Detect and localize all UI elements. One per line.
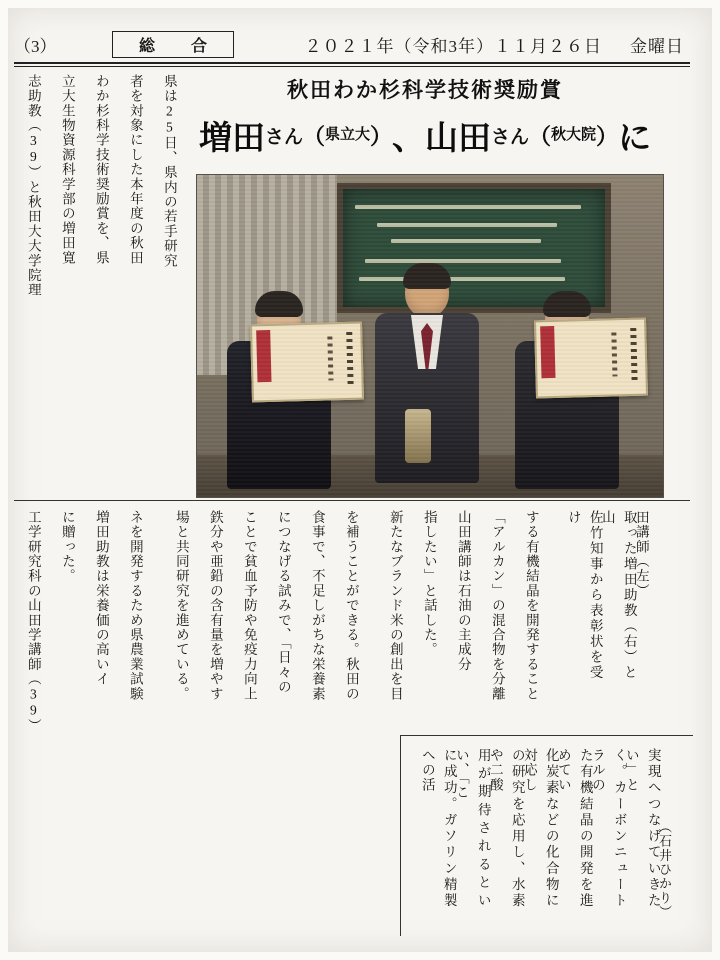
paren-close-2: ） — [596, 124, 619, 149]
body-column: た有機結晶の開発を進めてい — [555, 748, 593, 908]
paren-open-1: （ — [302, 124, 325, 149]
certificate-text — [346, 332, 353, 386]
body-column: 県は25日、県内の若手研究 — [161, 74, 177, 269]
person-head — [405, 267, 449, 317]
headline-name-1: 増田 — [198, 121, 265, 157]
affiliation-text-2: 秋大院 — [551, 126, 597, 143]
headline-affiliation-1 — [303, 120, 392, 151]
body-column: 山田講師は石油の主成分 — [455, 510, 471, 672]
body-column: わか杉科学技術奨励賞を、県 — [93, 74, 109, 266]
header-rule — [14, 62, 690, 64]
body-column: を補うことができる。秋田の — [343, 510, 359, 702]
body-column: に成功。ガソリン精製への活 — [419, 748, 457, 908]
certificate-text — [611, 332, 617, 376]
headline-block — [190, 74, 660, 159]
certificate-text — [630, 328, 637, 382]
body-column: 新たなブランド米の創出を目 — [387, 510, 403, 702]
body-column: 増田助教は栄養価の高いイ — [93, 510, 109, 687]
headline-name-2: 、山田 — [392, 121, 491, 157]
body-column: く。カーボンニュートラルの — [589, 748, 627, 908]
photo-caption-line: 取った増田助教（右）と山 — [599, 510, 637, 680]
body-column: 指したい」と話した。 — [421, 510, 437, 657]
page-number: （3） — [14, 36, 57, 56]
certificate-right — [534, 318, 648, 399]
headline-honorific-1: さん — [264, 127, 303, 148]
body-column: に贈った。 — [59, 510, 75, 584]
body-column: につなげる試みで、「日々の — [275, 510, 291, 695]
certificate-seal — [256, 330, 271, 382]
screen-text-line — [391, 239, 541, 243]
body-column: 鉄分や亜鉛の含有量を増やす — [207, 510, 223, 702]
person-hair — [543, 291, 591, 317]
person-hair — [255, 291, 303, 317]
headline-main — [190, 112, 660, 159]
article-byline: （石井ひかり） — [657, 820, 673, 920]
paren-open-2: （ — [529, 124, 552, 149]
section-label: 総 合 — [112, 31, 234, 58]
date-text: ２０２１年（令和3年）１１月２６日 — [304, 36, 602, 56]
headline-affiliation-2 — [529, 120, 618, 151]
person-hair — [403, 263, 451, 289]
screen-text-line — [377, 223, 557, 227]
news-photo — [196, 174, 664, 498]
body-column: 「アルカン」の混合物を分離 — [489, 510, 505, 702]
header-rule-secondary — [14, 66, 690, 67]
screen-text-line — [365, 259, 561, 263]
body-column: 者を対象にした本年度の秋田 — [127, 74, 143, 266]
dateline — [305, 32, 691, 57]
body-column: 食事で、不足しがちな栄養素 — [309, 510, 325, 702]
body-column: 志助教（39）と秋田大大学院理 — [25, 74, 41, 298]
section-divider-rule — [14, 500, 690, 501]
body-column: ことで貧血予防や免疫力向上 — [241, 510, 257, 702]
photo-caption-line: 佐竹知事から表彰状を受け — [565, 510, 603, 680]
body-column: ネを開発するため県農業試験 — [127, 510, 143, 702]
headline-tail: に — [618, 121, 652, 157]
body-column: 化炭素などの化合物に対応し — [521, 748, 559, 908]
photo-table-clock — [405, 409, 431, 463]
body-column: 場と共同研究を進めている。 — [173, 510, 189, 702]
certificate-left — [250, 322, 364, 403]
certificate-text — [327, 336, 333, 380]
body-column: 工学研究科の山田学講師（39） — [25, 510, 41, 734]
affiliation-text-1: 県立大 — [324, 126, 370, 143]
body-column: する有機結晶を開発すること — [523, 510, 539, 702]
certificate-seal — [540, 326, 555, 378]
screen-text-line — [355, 205, 581, 209]
headline-kicker: 秋田わか杉科学技術奨励賞 — [287, 78, 563, 102]
body-column: の研究を応用し、水素や二酸 — [487, 748, 525, 908]
body-column: 立大生物資源科学部の増田寛 — [59, 74, 75, 266]
masthead — [14, 28, 690, 60]
weekday-text: 金曜日 — [630, 36, 684, 56]
paren-close-1: ） — [369, 124, 392, 149]
body-column: 用が期待されるといい、「こ — [453, 748, 491, 908]
body-column: 実現へつなげていきたい」と — [623, 748, 661, 908]
photo-caption-line: 田講師（左） — [633, 510, 649, 599]
headline-honorific-2: さん — [491, 127, 530, 148]
